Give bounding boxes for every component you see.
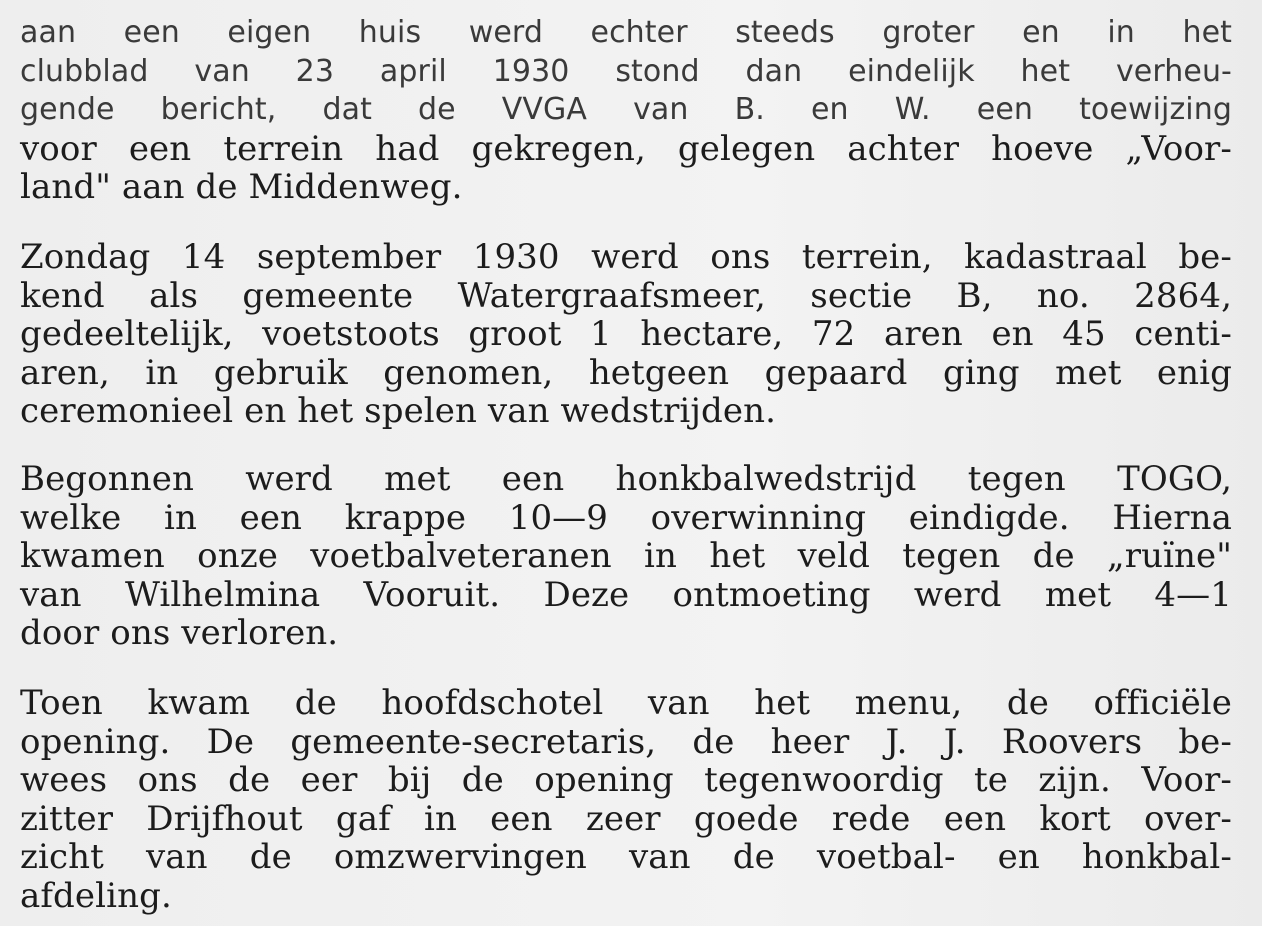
paragraph-3 bbox=[20, 460, 1232, 653]
paragraph-line: zitter Drijfhout gaf in een zeer goede rede een kort over- bbox=[20, 798, 1232, 839]
paragraph-line: welke in een krappe 10—9 overwinning eindigde. Hierna bbox=[20, 497, 1232, 538]
paragraph-line: ceremonieel en het spelen van wedstrijden. bbox=[20, 391, 777, 431]
paragraph-1 bbox=[20, 14, 1232, 207]
paragraph-line: clubblad van 23 april 1930 stond dan eindelijk het verheu- bbox=[20, 53, 1232, 89]
paragraph-line: Toen kwam de hoofdschotel van het menu, de officiële bbox=[20, 683, 1232, 723]
paragraph-line: gedeeltelijk, voetstoots groot 1 hectare, 72 aren en 45 centi- bbox=[20, 314, 1232, 354]
paragraph-line: zicht van de omzwervingen van de voetbal- en honkbal- bbox=[20, 837, 1232, 877]
paragraph-line: aan een eigen huis werd echter steeds groter en in het bbox=[20, 15, 1232, 50]
paragraph-line: wees ons de eer bij de opening tegenwoordig te zijn. Voor- bbox=[20, 760, 1232, 800]
paragraph-line: gende bericht, dat de VVGA van B. en W. een toewijzing bbox=[20, 92, 1232, 127]
paragraph-line: door ons verloren. bbox=[20, 613, 339, 653]
paragraph-line: opening. De gemeente-secretaris, de heer J. J. Roovers be- bbox=[20, 721, 1232, 762]
paragraph-line: aren, in gebruik genomen, hetgeen gepaard ging met enig bbox=[20, 352, 1232, 393]
paragraph-line: Begonnen werd met een honkbalwedstrijd tegen TOGO, bbox=[20, 459, 1232, 499]
paragraph-4 bbox=[20, 684, 1232, 915]
paragraph-line: afdeling. bbox=[20, 875, 172, 916]
paragraph-line: van Wilhelmina Vooruit. Deze ontmoeting werd met 4—1 bbox=[20, 574, 1232, 615]
paragraph-line: Zondag 14 september 1930 werd ons terrein, kadastraal be- bbox=[20, 237, 1232, 277]
paragraph-line: kwamen onze voetbalveteranen in het veld tegen de „ruïne" bbox=[20, 536, 1232, 576]
paragraph-2 bbox=[20, 238, 1232, 431]
paragraph-line: kend als gemeente Watergraafsmeer, sectie B, no. 2864, bbox=[20, 275, 1232, 316]
paragraph-line: land" aan de Middenweg. bbox=[20, 167, 463, 207]
paragraph-line: voor een terrein had gekregen, gelegen achter hoeve „Voor- bbox=[20, 128, 1232, 169]
